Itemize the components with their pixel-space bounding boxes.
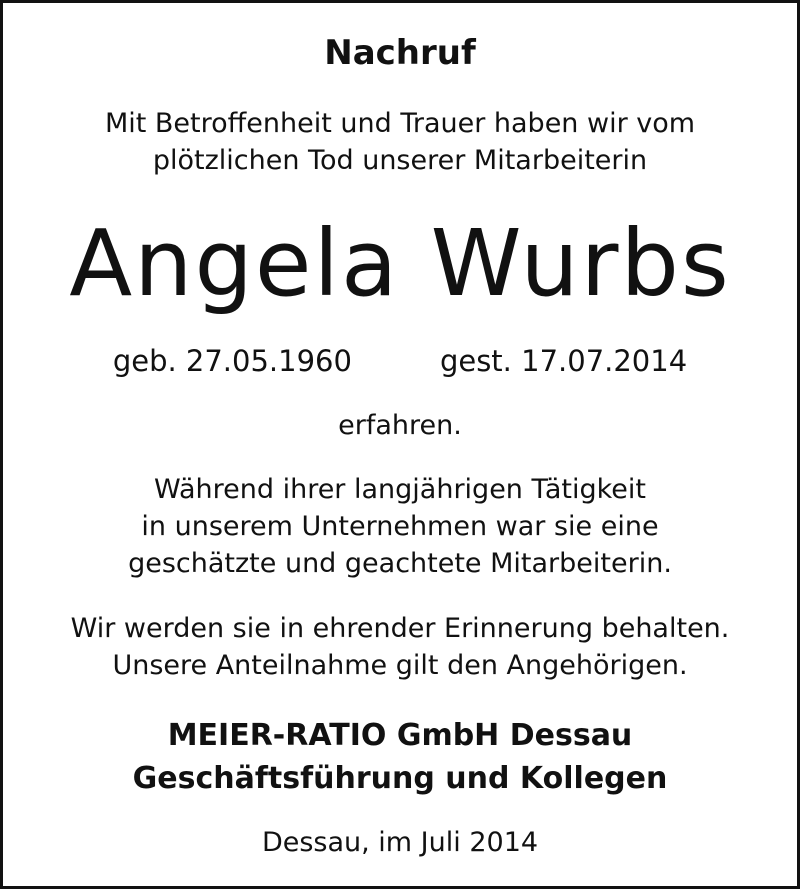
tribute-line: in unserem Unternehmen war sie eine: [141, 511, 659, 542]
death-date: gest. 17.07.2014: [439, 344, 688, 378]
memory-line: Unsere Anteilnahme gilt den Angehörigen.: [112, 650, 688, 681]
life-dates: [3, 341, 797, 381]
deceased-name: Angela Wurbs: [69, 210, 731, 317]
memory-line: Wir werden sie in ehrender Erinnerung behalten.: [70, 613, 730, 644]
company-signature: [3, 714, 797, 800]
company-line: MEIER-RATIO GmbH Dessau: [167, 718, 633, 753]
intro-continuation: erfahren.: [338, 410, 462, 441]
memory-paragraph: [3, 610, 797, 684]
tribute-paragraph: [3, 471, 797, 582]
tribute-line: geschätzte und geachtete Mitarbeiterin.: [128, 548, 672, 579]
tribute-line: Während ihrer langjährigen Tätigkeit: [154, 474, 646, 505]
notice-title: Nachruf: [324, 33, 476, 73]
intro-line: Mit Betroffenheit und Trauer haben wir vom: [104, 108, 696, 139]
company-line: Geschäftsführung und Kollegen: [132, 761, 668, 796]
birth-date: geb. 27.05.1960: [112, 344, 352, 378]
intro-paragraph: [3, 105, 797, 179]
place-date: Dessau, im Juli 2014: [261, 827, 539, 858]
intro-line: plötzlichen Tod unserer Mitarbeiterin: [152, 145, 648, 176]
